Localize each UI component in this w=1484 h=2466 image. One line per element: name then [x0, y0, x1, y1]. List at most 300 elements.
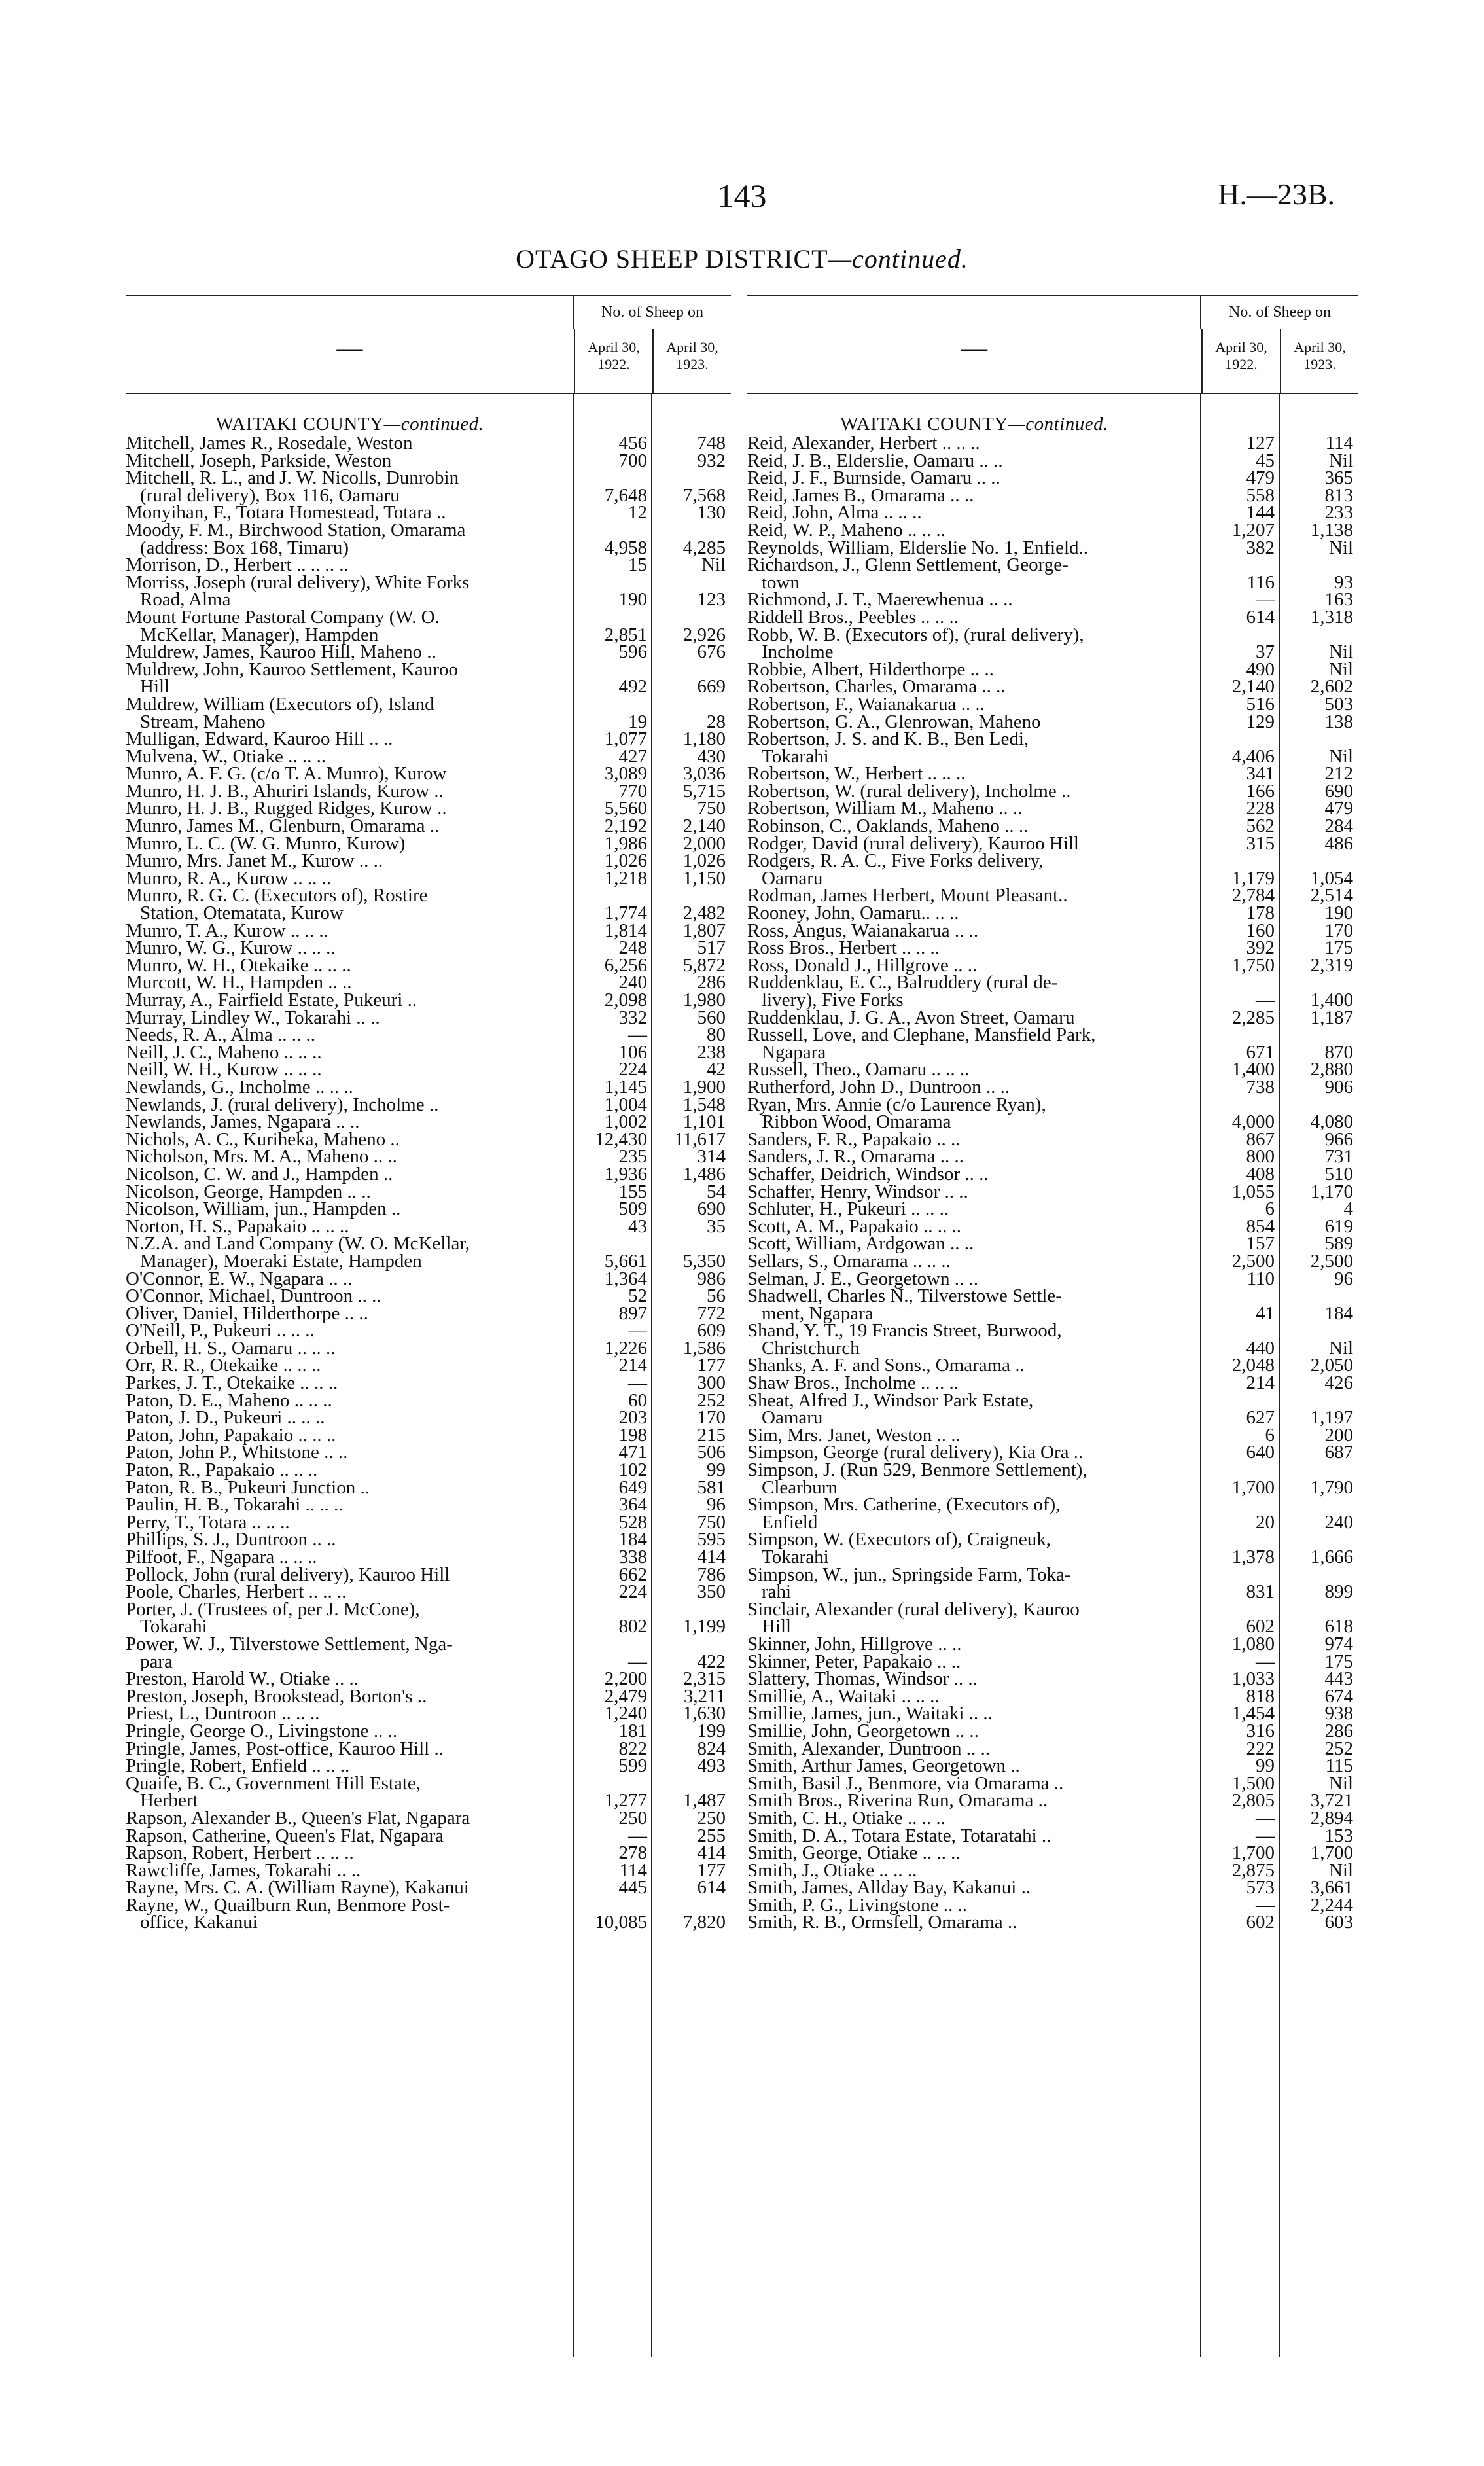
sheep-1923: Nil — [1328, 1772, 1353, 1794]
owner-name — [126, 1374, 574, 1392]
table-row — [126, 939, 731, 957]
table-row — [126, 1531, 731, 1548]
table-row — [126, 1772, 731, 1812]
sheep-1923: 1,980 — [682, 990, 726, 1010]
owner-line: Sanders, J. R., Omarama .. .. — [747, 1146, 964, 1168]
sheep-1922: 338 — [618, 1546, 647, 1567]
table-row — [747, 1009, 1358, 1027]
owner-name — [126, 1302, 574, 1324]
sheep-1922: 382 — [1246, 537, 1275, 558]
table-row — [747, 922, 1358, 940]
sheep-1922: 332 — [618, 1007, 647, 1028]
sheep-1922: — — [1256, 1825, 1275, 1846]
title-main: OTAGO SHEEP DISTRICT — [516, 244, 828, 274]
owner-line: Needs, R. A., Alma .. .. .. — [126, 1024, 315, 1046]
owner-line-continued: Ribbon Wood, Omarama — [762, 1111, 951, 1133]
sheep-1922: 228 — [1246, 798, 1275, 819]
sheep-1922: 1,226 — [604, 1337, 647, 1359]
table-row — [747, 817, 1358, 835]
table-row — [126, 1670, 731, 1688]
sheep-1923: Nil — [1328, 1337, 1353, 1359]
table-row — [747, 713, 1358, 731]
table-row — [126, 885, 731, 924]
owner-name — [126, 1287, 574, 1305]
sheep-1922: 1,218 — [604, 867, 647, 889]
owner-name — [126, 571, 574, 611]
owner-line: O'Connor, E. W., Ngapara .. .. — [126, 1268, 353, 1289]
owner-line: Smith, James, Allday Bay, Kakanui .. — [747, 1877, 1031, 1899]
sheep-1922: 2,098 — [604, 990, 647, 1010]
owner-name — [747, 591, 1201, 609]
sheep-1922: 1,207 — [1231, 519, 1275, 541]
owner-line: Sheat, Alfred J., Windsor Park Estate, — [747, 1389, 1034, 1411]
table-row — [747, 1859, 1358, 1881]
sheep-1922: 558 — [1246, 484, 1275, 506]
sheep-1922: 198 — [618, 1424, 647, 1446]
table-row — [747, 1685, 1358, 1707]
sheep-1923: 2,244 — [1310, 1894, 1353, 1916]
owner-line: Munro, James M., Glenburn, Omarama .. — [126, 815, 440, 837]
sheep-1922: 166 — [1246, 780, 1275, 802]
right-table-body — [747, 394, 1358, 2357]
sheep-1922: 528 — [618, 1511, 647, 1533]
header-year-1923: April 30, 1923. — [652, 329, 731, 393]
sheep-1923: 750 — [697, 1511, 726, 1533]
owner-line: Murcott, W. H., Hampden .. .. — [126, 972, 352, 993]
owner-line: Skinner, John, Hillgrove .. .. — [747, 1633, 962, 1654]
county-heading — [747, 414, 1201, 435]
table-row — [126, 1026, 731, 1044]
sheep-1922: 1,004 — [604, 1094, 647, 1115]
owner-name — [126, 1409, 574, 1427]
sheep-1923: 986 — [697, 1268, 726, 1289]
owner-name — [747, 1685, 1201, 1707]
owner-line: Pringle, Robert, Enfield .. .. .. — [126, 1755, 350, 1777]
owner-name — [747, 974, 1201, 1009]
sheep-1923: 2,894 — [1310, 1807, 1353, 1829]
owner-name — [747, 1792, 1201, 1810]
sheep-1922: 224 — [618, 1581, 647, 1603]
table-row — [747, 1757, 1358, 1775]
owner-name — [747, 435, 1201, 452]
county-suffix: —continued. — [1008, 414, 1108, 435]
sheep-1922: 1,179 — [1231, 867, 1275, 889]
table-row — [126, 1287, 731, 1305]
table-row — [126, 435, 731, 452]
sheep-1922: — — [1256, 589, 1275, 611]
owner-name — [747, 519, 1201, 541]
sheep-1923: 56 — [707, 1285, 726, 1307]
sheep-1922: 2,851 — [604, 624, 647, 645]
table-row — [747, 484, 1358, 506]
owner-line-continued: (address: Box 168, Timaru) — [140, 537, 349, 558]
table-row — [747, 1792, 1358, 1810]
table-row — [747, 452, 1358, 470]
sheep-1923: 430 — [697, 745, 726, 767]
owner-line: Priest, L., Duntroon .. .. .. — [126, 1703, 320, 1724]
sheep-1922: 41 — [1256, 1302, 1275, 1324]
sheep-1922: 1,026 — [604, 850, 647, 872]
owner-line-continued: Herbert — [140, 1790, 198, 1812]
owner-line: Munro, W. G., Kurow .. .. .. — [126, 937, 336, 959]
owner-line: Paton, John, Papakaio .. .. .. — [126, 1424, 336, 1446]
sheep-1923: 190 — [1324, 902, 1353, 924]
owner-line-continued: para — [140, 1651, 173, 1672]
sheep-1923: 1,666 — [1310, 1546, 1353, 1567]
owner-name — [747, 1757, 1201, 1775]
table-row — [126, 867, 731, 889]
sheep-1923: 184 — [1324, 1302, 1353, 1324]
table-row — [747, 1894, 1358, 1916]
owner-line: Mitchell, James R., Rosedale, Weston — [126, 433, 413, 454]
sheep-1923: 175 — [1324, 1651, 1353, 1672]
sheep-1922: 2,285 — [1231, 1007, 1275, 1028]
table-row — [126, 1096, 731, 1114]
sheep-1922: 602 — [1246, 1912, 1275, 1933]
table-row — [126, 1720, 731, 1742]
sheep-1922: 392 — [1246, 937, 1275, 959]
sheep-1922: 19 — [628, 711, 647, 732]
county-suffix: —continued. — [383, 414, 484, 435]
sheep-1922: — — [1256, 1807, 1275, 1829]
owner-name — [747, 817, 1201, 835]
owner-line: Norton, H. S., Papakaio .. .. .. — [126, 1215, 349, 1237]
owner-line: Pringle, George O., Livingstone .. .. — [126, 1720, 398, 1742]
sheep-1922: 129 — [1246, 711, 1275, 732]
table-row — [747, 1670, 1358, 1688]
owner-name — [747, 1531, 1201, 1565]
table-row — [126, 765, 731, 783]
sheep-1923: Nil — [1328, 745, 1353, 767]
sheep-1922: 15 — [628, 554, 647, 576]
table-row — [126, 1476, 731, 1498]
sheep-1922: — — [628, 1651, 647, 1672]
owner-line-continued: McKellar, Manager), Hampden — [140, 624, 379, 645]
sheep-1922: 1,277 — [604, 1790, 647, 1812]
table-row — [747, 519, 1358, 541]
owner-name — [747, 693, 1201, 715]
sheep-1923: 177 — [697, 1355, 726, 1376]
table-row — [126, 780, 731, 802]
owner-line: Scott, A. M., Papakaio .. .. .. — [747, 1215, 962, 1237]
table-row — [747, 1128, 1358, 1150]
owner-name — [747, 504, 1201, 522]
owner-name — [126, 1720, 574, 1742]
owner-name — [126, 504, 574, 522]
owner-line: Paton, J. D., Pukeuri .. .. .. — [126, 1407, 325, 1429]
owner-line: Schaffer, Henry, Windsor .. .. — [747, 1181, 968, 1202]
owner-line: Paton, D. E., Maheno .. .. .. — [126, 1389, 332, 1411]
sheep-1922: 5,661 — [604, 1250, 647, 1272]
owner-name — [126, 1598, 574, 1637]
owner-line: Ryan, Mrs. Annie (c/o Laurence Ryan), — [747, 1094, 1046, 1115]
table-row — [126, 1566, 731, 1584]
sheep-1923: 974 — [1324, 1633, 1353, 1654]
owner-line-continued: Ngapara — [762, 1041, 826, 1063]
sheep-1922: 854 — [1246, 1215, 1275, 1237]
sheep-1923: 138 — [1324, 711, 1353, 732]
sheep-1923: 486 — [1324, 832, 1353, 854]
owner-line: Smith Bros., Riverina Run, Omarama .. — [747, 1790, 1048, 1812]
owner-line: Orr, R. R., Otekaike .. .. .. — [126, 1355, 321, 1376]
sheep-1922: 1,936 — [604, 1163, 647, 1185]
header-year-1922: April 30, 1922. — [574, 329, 652, 393]
sheep-1923: 130 — [697, 502, 726, 524]
sheep-1922: 12,430 — [595, 1128, 647, 1150]
table-row — [747, 1461, 1358, 1496]
table-row — [126, 1322, 731, 1340]
owner-line: O'Connor, Michael, Duntroon .. .. — [126, 1285, 381, 1307]
owner-line-continued: rahi — [762, 1581, 792, 1603]
sheep-1923: 2,500 — [1310, 1250, 1353, 1272]
sheep-1922: 897 — [618, 1302, 647, 1324]
sheep-1923: 93 — [1334, 571, 1353, 593]
owner-line: Smith, C. H., Otiake .. .. .. — [747, 1807, 945, 1829]
sheep-1923: 609 — [697, 1320, 726, 1342]
owner-name — [126, 1548, 574, 1566]
owner-name — [126, 1566, 574, 1584]
table-row — [747, 469, 1358, 487]
owner-name — [126, 1235, 574, 1270]
table-row — [126, 1183, 731, 1201]
table-row — [126, 1337, 731, 1359]
sheep-1922: 479 — [1246, 467, 1275, 489]
sheep-1923: 170 — [697, 1407, 726, 1429]
sheep-1923: 1,026 — [682, 850, 726, 872]
table-row — [126, 1009, 731, 1027]
table-row — [126, 1235, 731, 1270]
table-row — [747, 1879, 1358, 1897]
table-row — [126, 1200, 731, 1218]
table-row — [747, 504, 1358, 522]
table-row — [747, 658, 1358, 680]
owner-name — [126, 693, 574, 732]
sheep-1923: 42 — [707, 1059, 726, 1081]
sheep-1922: — — [1256, 1894, 1275, 1916]
sheep-1922: — — [628, 1024, 647, 1046]
owner-name — [126, 643, 574, 661]
owner-line: Paton, R. B., Pukeuri Junction .. — [126, 1476, 370, 1498]
sheep-1923: 175 — [1324, 937, 1353, 959]
owner-line-continued: Tokarahi — [140, 1616, 207, 1637]
owner-name — [126, 1041, 574, 1063]
table-row — [126, 832, 731, 854]
owner-line-continued: Road, Alma — [140, 589, 231, 611]
owner-name — [747, 1598, 1201, 1637]
table-row — [747, 1357, 1358, 1374]
sheep-1923: 870 — [1324, 1041, 1353, 1063]
sheep-1923: 614 — [697, 1877, 726, 1899]
sheep-1922: — — [628, 1320, 647, 1342]
owner-line: Smith, D. A., Totara Estate, Totaratahi .. — [747, 1825, 1051, 1846]
sheep-1922: 250 — [618, 1807, 647, 1829]
owner-name — [747, 469, 1201, 487]
sheep-1923: 1,630 — [682, 1703, 726, 1724]
owner-name — [747, 1772, 1201, 1794]
title-suffix: —continued. — [828, 244, 968, 274]
document-reference: H.—23B. — [1218, 177, 1335, 211]
sheep-1922: 818 — [1246, 1685, 1275, 1707]
left-column — [126, 295, 731, 2357]
owner-line: Simpson, J. (Run 529, Benmore Settlement), — [747, 1459, 1087, 1481]
owner-line: Robertson, W. (rural delivery), Incholme .. — [747, 780, 1071, 802]
sheep-1922: 12 — [628, 502, 647, 524]
sheep-1923: 750 — [697, 798, 726, 819]
owner-line: Riddell Bros., Peebles .. .. .. — [747, 606, 959, 628]
owner-line: Robertson, Charles, Omarama .. .. — [747, 676, 1006, 698]
table-row — [747, 1914, 1358, 1931]
sheep-1922: 45 — [1256, 450, 1275, 471]
sheep-1922: 867 — [1246, 1128, 1275, 1150]
sheep-1923: 772 — [697, 1302, 726, 1324]
owner-line: Newlands, James, Ngapara .. .. — [126, 1111, 360, 1133]
owner-line: Mitchell, R. L., and J. W. Nicolls, Dunrobin — [126, 467, 459, 489]
county-name: WAITAKI COUNTY — [215, 414, 384, 435]
sheep-1922: 596 — [618, 641, 647, 663]
owner-name — [126, 730, 574, 748]
owner-name — [126, 1635, 574, 1670]
sheep-1923: 1,486 — [682, 1163, 726, 1185]
owner-name — [747, 1128, 1201, 1150]
owner-line: Preston, Joseph, Brookstead, Borton's .. — [126, 1685, 427, 1707]
owner-name — [747, 1183, 1201, 1201]
sheep-1922: 509 — [618, 1198, 647, 1220]
sheep-1923: 748 — [697, 433, 726, 454]
owner-line-continued: Station, Otematata, Kurow — [140, 902, 344, 924]
owner-line-continued: Tokarahi — [762, 1546, 829, 1567]
sheep-1923: 7,568 — [682, 484, 726, 506]
sheep-1922: 800 — [1246, 1146, 1275, 1168]
sheep-1923: 238 — [697, 1041, 726, 1063]
owner-name — [126, 1148, 574, 1166]
owner-name — [126, 1444, 574, 1461]
sheep-1922: 445 — [618, 1877, 647, 1899]
sheep-1922: 114 — [619, 1859, 647, 1881]
owner-name — [126, 1827, 574, 1845]
owner-name — [747, 1389, 1201, 1429]
sheep-1922: 440 — [1246, 1337, 1275, 1359]
owner-line: Smith, George, Otiake .. .. .. — [747, 1842, 961, 1864]
owner-line: Rodman, James Herbert, Mount Pleasant.. — [747, 885, 1068, 906]
table-row — [747, 832, 1358, 854]
sheep-1922: 178 — [1246, 902, 1275, 924]
sheep-1922: 106 — [618, 1041, 647, 1063]
owner-line: Skinner, Peter, Papakaio .. .. — [747, 1651, 961, 1672]
owner-line: N.Z.A. and Land Company (W. O. McKellar, — [126, 1233, 470, 1255]
sheep-1922: 1,033 — [1231, 1668, 1275, 1690]
sheep-1922: 492 — [618, 676, 647, 698]
sheep-1922: 4,958 — [604, 537, 647, 558]
owner-name — [747, 1894, 1201, 1916]
owner-name — [747, 852, 1201, 887]
owner-name — [126, 992, 574, 1009]
sheep-1923: 1,170 — [1310, 1181, 1353, 1202]
owner-line: Ross, Angus, Waianakarua .. .. — [747, 920, 979, 941]
sheep-1923: 255 — [697, 1825, 726, 1846]
table-row — [126, 1389, 731, 1411]
sheep-1923: 1,197 — [1310, 1407, 1353, 1429]
owner-name — [747, 1740, 1201, 1758]
table-row — [747, 1720, 1358, 1742]
sheep-1923: 899 — [1324, 1581, 1353, 1603]
sheep-1922: 1,700 — [1231, 1842, 1275, 1864]
owner-line: Nicolson, George, Hampden .. .. — [126, 1181, 371, 1202]
owner-line: Russell, Love, and Clephane, Mansfield Park, — [747, 1024, 1096, 1046]
table-row — [747, 626, 1358, 661]
owner-name — [747, 1250, 1201, 1272]
sheep-1923: Nil — [1328, 1859, 1353, 1881]
sheep-1923: 1,700 — [1310, 1842, 1353, 1864]
owner-name — [126, 1113, 574, 1131]
owner-name — [126, 1757, 574, 1775]
sheep-1922: 116 — [1246, 571, 1275, 593]
sheep-1923: 510 — [1324, 1163, 1353, 1185]
owner-name — [747, 1009, 1201, 1027]
header-dash: — — [336, 333, 363, 363]
table-row — [747, 1653, 1358, 1671]
owner-line: Rapson, Catherine, Queen's Flat, Ngapara — [126, 1825, 444, 1846]
sheep-1923: 414 — [697, 1842, 726, 1864]
sheep-1923: 252 — [697, 1389, 726, 1411]
table-row — [747, 1444, 1358, 1461]
owner-line: Reid, W. P., Maheno .. .. .. — [747, 519, 945, 541]
sheep-1922: 1,240 — [604, 1703, 647, 1724]
sheep-1923: 177 — [697, 1859, 726, 1881]
table-row — [747, 1424, 1358, 1446]
owner-line: Reid, J. F., Burnside, Oamaru .. .. — [747, 467, 1000, 489]
right-column — [747, 295, 1358, 2357]
sheep-1922: 1,750 — [1231, 954, 1275, 976]
table-row — [747, 1026, 1358, 1061]
sheep-1923: 286 — [1324, 1720, 1353, 1742]
owner-name — [126, 1424, 574, 1446]
sheep-1923: 5,715 — [682, 780, 726, 802]
table-row — [126, 1061, 731, 1079]
table-row — [747, 1076, 1358, 1098]
table-row — [126, 1757, 731, 1775]
right-table-header — [747, 295, 1358, 394]
owner-name — [747, 626, 1201, 661]
owner-line: Nicholson, Mrs. M. A., Maheno .. .. — [126, 1146, 397, 1168]
owner-line: Scott, William, Ardgowan .. .. — [747, 1233, 974, 1255]
owner-line: Ross, Donald J., Hillgrove .. .. — [747, 954, 978, 976]
table-row — [747, 693, 1358, 715]
table-row — [747, 954, 1358, 976]
owner-name — [126, 658, 574, 698]
owner-line-continued: Incholme — [762, 641, 834, 663]
sheep-1923: 1,150 — [682, 867, 726, 889]
owner-line: Munro, W. H., Otekaike .. .. .. — [126, 954, 351, 976]
owner-line-continued: Christchurch — [762, 1337, 860, 1359]
table-row — [747, 435, 1358, 452]
sheep-1922: 1,080 — [1231, 1633, 1275, 1654]
owner-line: Sinclair, Alexander (rural delivery), Kauroo — [747, 1598, 1080, 1620]
owner-name — [747, 1200, 1201, 1218]
owner-name — [747, 1215, 1201, 1237]
sheep-1922: 364 — [618, 1494, 647, 1516]
sheep-1922: 427 — [618, 745, 647, 767]
sheep-1923: 414 — [697, 1546, 726, 1567]
owner-line: Nicolson, William, jun., Hampden .. — [126, 1198, 401, 1220]
sheep-1922: 627 — [1246, 1407, 1275, 1429]
owner-line: Shadwell, Charles N., Tilverstowe Settle- — [747, 1285, 1062, 1307]
owner-name — [126, 1215, 574, 1237]
table-row — [126, 1041, 731, 1063]
sheep-1923: 3,211 — [683, 1685, 726, 1707]
owner-line: Robbie, Albert, Hilderthorpe .. .. — [747, 658, 994, 680]
table-row — [126, 1076, 731, 1098]
owner-name — [126, 1026, 574, 1044]
